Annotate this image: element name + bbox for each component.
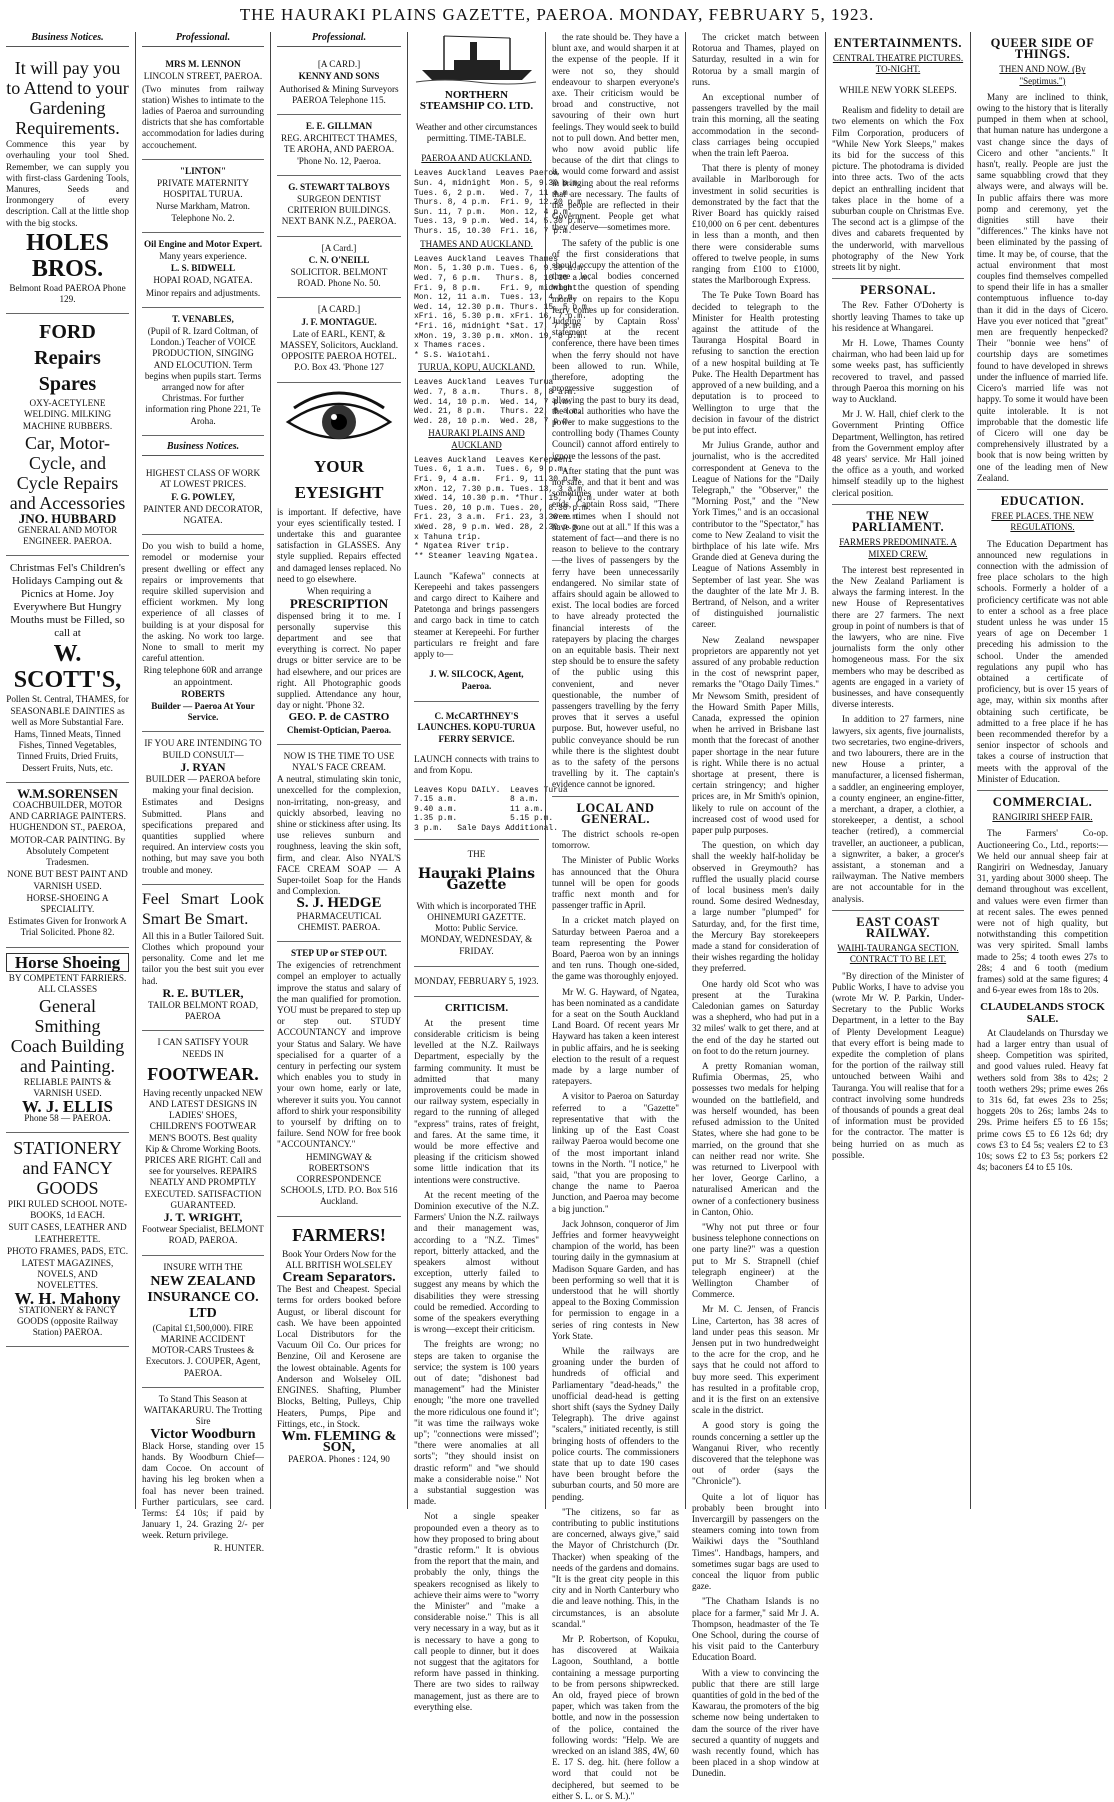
news-item: The Minister of Public Works has announced that the Ohura tunnel will be open for goods traffic next month and for passenger traffic in April.: [552, 855, 679, 911]
ad-brand: G. STEWART TALBOYS: [288, 181, 390, 192]
ad-address: LINCOLN STREET, PAEROA.: [143, 71, 263, 82]
ad-text: A neutral, stimulating skin tonic, unexcelled for the complexion, non-irritating, non-greasy, and quickly absorbed, leaving no shine or stickiness after using. Its use relieves sunburn and roughness, leaving the skin soft, firm, and clear. Also NYAL'S FACE CREAM SOAP — A Super-toilet Soap for the Hands and Complexion.: [277, 774, 401, 897]
ad-mahony: [6, 1133, 129, 1347]
article-subheading: FARMERS PREDOMINATE. A MIXED CREW.: [839, 537, 957, 559]
news-item: The Te Puke Town Board has decided to telegraph to the Minister for Health protesting against the attitude of the Tauranga Hospital Board in refusing to sanction the erection of a new hospital building at Te Puke. The Health Department has approved of a new building, and a deputation is to proceed to Wellington to urge that the decision in favour of the district be put into effect.: [692, 290, 819, 435]
news-item: Mr W. G. Hayward, of Ngatea, has been nominated as a candidate for a seat on the South Auckland Land Board. Of recent years Mr Hayward has taken a keen interest in public affairs, and he is seeking election to the result of a request made by a large number of ratepayers.: [552, 986, 679, 1087]
ad-text: Book Your Orders Now for the ALL BRITISH WOLSELEY: [282, 1248, 396, 1270]
ad-text: MOTOR-CAR PAINTING. By Absolutely Competent Tradesmen.: [9, 834, 126, 868]
ad-headline: Oil Engine and Motor Expert.: [144, 238, 262, 249]
news-item: The question, on which day shall the weekly half-holiday be observed in Greymouth? has ruffled the usually placid course of local business men's daily round. Some desired Wednesday, a large number "plumped" for Saturday, and, for the first time, the Mercury Bay storekeepers made a stand for consideration of their wishes regarding the holiday they preferred.: [692, 840, 819, 974]
ad-subtext: Chemist-Optician, Paeroa.: [286, 724, 392, 735]
ad-headline: FARMERS!: [292, 1224, 386, 1245]
ad-text: The exigencies of retrenchment compel an employer to actually improve the status and salary of the man qualified for promotion. YOU must be prepared to step up or step out. STUDY ACCOUNTANCY and improve your Status and Salary. We have specialised for a quarter of a century in perfecting our system which enables you to study in your own home, early or late, wherever it suits you. You cannot afford to shirk your responsibility to yourself by drifting on to failure. Send NOW for free book "ACCOUNTANCY.": [277, 960, 401, 1150]
ad-text: Nurse Markham, Matron. Telephone No. 2.: [156, 201, 250, 223]
ad-brand: E. E. GILLMAN: [305, 121, 373, 132]
ad-brand: NEW ZEALAND INSURANCE CO. LTD: [147, 1273, 259, 1321]
timetable: Leaves Auckland Leaves Paeroa Sun. 4, midnight Mon. 5, 9.30 p.m. Tues. 6, 2 p.m. Wed. 7, 11 a.m. Thurs. 8, 4 p.m. Fri. 9, 12.30 p.m. Sun. 11, 7 p.m. Mon. 12, 4 p.m. Tues. 13, 9 p.m. Wed. 14, 5.30 p.m. Thurs. 15, 10.30 Fri. 16, 7 p.m.: [414, 169, 587, 236]
ad-text: is important. If defective, have your eyes scientifically tested. I undertake this and guarantee satisfaction in GLASSES. Any style supplied. Repairs effected and damaged lenses replaced. No need to go elsewhere.: [277, 506, 401, 584]
news-item: An exceptional number of passengers travelled by the mail train this morning, all the seating accommodation in the second-class carriages being occupied when the train left Paeroa.: [692, 92, 819, 159]
ad-brand: W.M.SORENSEN: [17, 785, 118, 801]
news-item: Mr J. W. Hall, chief clerk to the Government Printing Office Department, Wellington, has retired from the Government employ after 48 years' service. Mr Hall joined the office as a youth, and worked himself steadily up to the highest clerical position.: [832, 409, 964, 498]
news-item: Mr P. Robertson, of Kopuku, has discovered at Waikaia Lagoon, Southland, a bottle containing a message purporting to be from persons shipwrecked. An old, frayed piece of brown paper, which was taken from the bottle, and now in the possession of the police, contained the following words: "Help. We are wrecked on an island 38S, 4W, 60 E. 17 S. deg. hit. (here follow a word that could not be deciphered, but seemed to be either S. L. or S. M.).": [552, 1634, 679, 1801]
ad-subtext: PHARMACEUTICAL CHEMIST. PAEROA.: [296, 910, 382, 932]
column-local-general: [545, 32, 685, 1801]
ad-text: RELIABLE PAINTS & VARNISH USED.: [23, 1077, 112, 1099]
news-item: Jack Johnson, conqueror of Jim Jeffries and former heavyweight champion of the world, has been touring daily in the gymnasium at Madison Square Garden, and has been performing so well that it is understood that he will shortly appeal to the Boxing Commission for permission to engage in a series of ring contests in New York State.: [552, 1218, 679, 1341]
ad-subtext: PAINTER AND DECORATOR, NGATEA.: [143, 503, 263, 525]
article-subheading: RANGIRIRI SHEEP FAIR.: [992, 812, 1093, 823]
timetable-heading: THAMES AND AUCKLAND.: [420, 238, 533, 249]
ad-headline: Car, Motor-Cycle, and Cycle Repairs and Accessories: [9, 432, 126, 513]
ad-oneill: [277, 237, 401, 299]
column-professional-2: [270, 32, 407, 1509]
article-paragraph: the rate should be. They have a blunt axe, and would sharpen it at the expense of the people. If it were not so, they should endeavour to sharpen everyone's axe. Their criticism would be broad and constructive, not savouring of their own hurt feelings. They would seek to build not to pull down. And better men, who now avoid public life because of the dirt that clings to it, would come forward and assist in bringing about the real reforms that are necessary. The faults of the people are reflected in their Government. People get what they deserve—sometimes more.: [552, 32, 679, 233]
ad-headline: It will pay you to Attend to your Gardening Requirements.: [6, 58, 129, 139]
ad-text: (Pupil of R. Izard Coltman, of London.) Teacher of VOICE PRODUCTION, SINGING AND ELOCUTION. Term begins when pupils start. Terms arranged now for after Christmas. For further information ring Phone 221, Te Aroha.: [144, 326, 262, 426]
ad-headline: STATIONERY and FANCY GOODS: [13, 1137, 122, 1198]
timetable-heading: TURUA, KOPU, AUCKLAND.: [418, 362, 535, 373]
news-item: One hardy old Scot who was present at the Turakina Caledonian games on Saturday was a shepherd, who had put in a 32 miles' walk to get there, and at the end of the day he started out on foot to do the return journey.: [692, 978, 819, 1056]
ad-lennon: [142, 53, 264, 160]
column-entertainments: [825, 32, 970, 1509]
ad-card: [A CARD.]: [317, 59, 361, 70]
ad-brand: J. RYAN: [180, 759, 226, 774]
ad-text: NONE BUT BEST PAINT AND VARNISH USED.: [7, 869, 128, 891]
ad-hedge: [277, 745, 401, 942]
ad-subtext: PRIVATE MATERNITY HOSPITAL TURUA.: [157, 178, 249, 200]
section-heading: Professional.: [142, 32, 264, 47]
ad-brand: FORD Repairs Spares: [34, 321, 101, 396]
article-paragraph: After stating that the punt was not safe, and that it bent and was sometimes under water at both ends, Captain Ross said, "There were times when I should not have gone out at all." If this was a statement of fact—and there is no reason to believe to the contrary—the lives of passengers by the ferry have been unnecessarily endangered. No similar state of affairs should again be allowed to exist. The local bodies are forced to have already protected the financial interests of the ratepayers by placing the charges on an equitable basis. Their next step should be to ensure the safety of the public using this convenient, and never questionable, the number of passengers travelling by the ferry proves that it serves a useful purpose. But, however useful, no public conveyance should be run while there is the slightest doubt as to the safety of the persons travelling by it. The captain's evidence cannot be ignored.: [552, 465, 679, 790]
section-heading: Business Notices.: [6, 32, 129, 47]
ad-brand: C. N. O'NEILL: [308, 254, 370, 265]
ad-brand: J. T. WRIGHT,: [163, 1210, 243, 1225]
ad-ford: [6, 314, 129, 556]
gazette-subtitle: With which is incorporated THE OHINEMURI GAZETTE. Motto: Public Service. MONDAY, WEDNESDAY, & FRIDAY.: [416, 900, 537, 956]
ad-kenny: [277, 53, 401, 115]
ad-list-item: SUIT CASES, LEATHER AND LEATHERETTE.: [8, 1222, 127, 1244]
ad-brand: "LINTON": [179, 165, 227, 176]
ad-text: Authorised & Mining Surveyors PAEROA Telephone 115.: [279, 83, 399, 105]
ad-brand: T. VENABLES,: [172, 313, 234, 324]
news-item: A good story is going the rounds concerning a settler up the Wanganui River, who recently discovered that the telephone was out of order (says the "Chronicle").: [692, 1420, 819, 1487]
eye-icon: [284, 392, 394, 450]
article-subheading: CLAUDELANDS STOCK SALE.: [980, 1001, 1105, 1025]
ad-text: Having recently unpacked NEW AND LATEST DESIGNS IN LADIES' SHOES, CHILDREN'S FOOTWEAR MEN'S BOOTS. Best quality Kip & Chrome Working Boots. PRICES ARE RIGHT. Call and see for yourselves. REPAIRS NEATLY AND PROMPTLY EXECUTED. SATISFACTION GUARANTEED.: [143, 1087, 263, 1210]
ad-headline: STEP UP or STEP OUT.: [291, 947, 387, 958]
article-heading: COMMERCIAL.: [992, 795, 1093, 809]
columns: [0, 32, 1114, 1801]
column-shipping-editorial: [407, 32, 597, 1712]
article-paragraph: At Claudelands on Thursday we had a larger entry than usual of sheep. Competition was spirited, and good values ruled. Heavy fat wethers sold from 38s to 42s; 2 tooth wethers 29s; prime ewes 26s to 31s 6d, fat ewes 23s to 25s; hoggets 20s to 26s; lambs 24s to 29s. Prime heifers £5 to £6 15s; prime cows £5 to £6 12s 6d; dry cows £3 to £4 5s; vealers £2 to £3 10s; sows £2 to £3 5s; porkers £2 4s; baconers £4 to £5 10s.: [977, 1027, 1108, 1173]
ad-headline: Cream Separators.: [282, 1270, 396, 1286]
article-paragraph: In addition to 27 farmers, nine lawyers, six agents, five journalists, two secretaries, two engine-drivers, and two labourers, there are in the new House a printer, a manufacturer, a licensed fisherman, a saddler, an engineering employer, a county engineer, an engine-fitter, a merchant, a draper, a clothier, a storekeeper, a dentist, a school teacher (retired), a commercial traveller, an auctioneer, a publican, a signwriter, a baker, a grocer's assistant, a stoneman and a railwayman. The Native members are not accountable for in the analysis.: [832, 714, 964, 904]
ad-ryan: [142, 732, 264, 884]
news-item: Quite a lot of liquor has probably been brought into Invercargill by passengers on the steamers coming into town from Waikiwi days the "Southland Times". Handbags, hampers, and sometimes sugar bags are used to conceal the liquor from public gaze.: [692, 1491, 819, 1592]
ad-subtext: Pollen St. Central, THAMES, for SEASONABLE DAINTIES as well as More Substantial Fare.: [6, 694, 129, 727]
news-item: Mr Julius Grande, author and journalist, who is the accredited correspondent at Geneva to the League of Nations for the "Daily Telegraph," the "Observer," the "Morning Post," and the "New York Times," and is an occasional contributor to the "Spectator," has come to New Zealand to visit the birthplace of his late wife. Mrs Grande died at Geneva during the League of Nations Assembly in September of last year. She was the daughter of the late Mr J. B. Bertrand, of Nelson, and a writer of distinguished journalistic career.: [692, 440, 819, 630]
article-heading: PERSONAL.: [860, 283, 936, 298]
article-heading: EDUCATION.: [1000, 493, 1085, 508]
ad-headline: PRESCRIPTION: [289, 596, 389, 612]
ad-victor-woodburn: [142, 1388, 264, 1562]
news-item: While the railways are groaning under the burden of hundreds of official and Parliamentary "dead-heads," the unofficial dead-head is getting short shift (says the Sydney Daily Telegraph). The drive against "scalers," initiated recently, is still bringing hosts of offenders to the police courts. The commissioners state that up to date 190 cases have been brought before the suburban courts, and 50 more are pending.: [552, 1345, 679, 1502]
article-heading: THE NEW PARLIAMENT.: [851, 508, 945, 535]
article-paragraph: Realism and fidelity to detail are two elements on which the Fox Film Corporation, producers of "While New York Sleeps," makes its bid for the success of this picture. The photodrama is divided into three acts. Two of the acts depict an enthralling incident that takes place in the home of a suburban couple on Christmas Eve. The second act is a glimpse of the dives and cabarets frequented by the underworld, with marvellous photography of the New York streets lit by night.: [832, 105, 964, 273]
ad-signature: R. HUNTER.: [213, 1542, 264, 1553]
ad-text: Christmas Fel's Children's Holidays Camping out & Picnics at Home. Joy Everywhere But Hungry Mouths must be Filled, so call at: [9, 562, 126, 640]
ad-headline: YOUR EYESIGHT: [294, 456, 384, 502]
ad-subtext: COACHBUILDER, MOTOR AND CARRIAGE PAINTERS. HUGHENDON ST., PAEROA,: [9, 800, 126, 833]
ad-brand: W. J. ELLIS: [21, 1096, 114, 1116]
article-paragraph: Not a single speaker propounded even a theory as to how they proposed to bring about "drastic reform." It is obvious from the report that the main, and probably the only, things the speakers recognised as likely to achieve their aims were to "worry the Minister" and "make a considerable noise." This is all very necessary in a way, but as it is necessary to have a gong to call people to dinner, but it does not suggest that the agitators for reform have passed in thinking. There are two sides to railway management, just as there are to everything else.: [414, 1511, 539, 1712]
ad-phone: Phone 58 — PAEROA.: [24, 1112, 111, 1123]
article-subheading: WAIHI-TAURANGA SECTION. CONTRACT TO BE LET.: [837, 943, 959, 965]
ad-fleming: [277, 1217, 401, 1474]
column-queer-side: [970, 32, 1114, 1509]
ad-list-item: PHOTO FRAMES, PADS, ETC.: [6, 1245, 128, 1256]
ad-text: Do you wish to build a home, remodel or modernise your present dwelling or effect any repairs or improvements that require skilled supervision and efficient workmen. My long experience of all classes of building is at your disposal for the asking. No work too large. None to small to merit my careful attention.: [142, 541, 264, 664]
ad-subtext: Builder — Paeroa At Your Service.: [151, 700, 255, 723]
article-subheading: CENTRAL THEATRE PICTURES. TO-NIGHT.: [832, 53, 964, 75]
masthead: THE HAURAKI PLAINS GAZETTE, PAEROA. MONDAY, FEBRUARY 5, 1923.: [239, 5, 875, 24]
news-item: In a cricket match played on Saturday between Paeroa and a team representing the Power Board, Paeroa won by an innings and ten runs. Though one-sided, the game was thoroughly enjoyed.: [552, 915, 679, 982]
ad-ellis: [6, 948, 129, 1133]
ad-subtext: TAILOR BELMONT ROAD, PAEROA: [147, 1000, 259, 1022]
ad-headline: C. McCARTHNEY'S LAUNCHES. KOPU-TURUA FERRY SERVICE.: [417, 711, 536, 744]
ad-headline: NORTHERN STEAMSHIP CO. LTD.: [419, 89, 534, 113]
news-item: "The Chatham Islands is no place for a farmer," said Mr J. A. Thompson, headmaster of the Te One School, during the course of his visit paid to the Canterbury Education Board.: [692, 1596, 819, 1663]
timetable: Leaves Auckland Leaves Turua Wed. 7, 8 a.m. Thurs. 8, 8 a.m. Wed. 14, 10 p.m. Wed. 14, 7 p.m. Wed. 21, 8 p.m. Thurs. 22, 8 a.m. Wed. 28, 10 p.m. Wed. 28, 7 p.m.: [414, 378, 583, 426]
ad-brand: HOLES BROS.: [26, 229, 109, 282]
ad-text: Launch "Kafewa" connects at Kerepeehi and takes passengers and cargo direct to Kaihere and Patetonga and brings passengers and cargo back in time to catch steamer at Kerepeehi. For further particulars re freight and fare apply to—: [414, 570, 539, 659]
ad-subtext: GENERAL AND MOTOR ENGINEER. PAEROA.: [17, 525, 118, 547]
ad-text: Estimates Given for Ironwork A Trial Solicited. Phone 82.: [8, 916, 127, 938]
article-paragraph: The safety of the public is one of the first considerations that should occupy the attention of the three local bodies concerned when the question of spending money on repairs to the Kopu ferry comes up for consideration. Judging by Captain Ross' statement at the recent conference, there have been times when the ferry should not have been allowed to run. While, therefore, adopting the progressive suggestion of allowing the past to bury its dead, the local authorities who have the power to make suggestions to the controlling body (Thames County Council) cannot afford entirely to ignore the lessons of the past.: [552, 237, 679, 461]
ad-talboys: [277, 176, 401, 237]
ad-brand: L. S. BIDWELL: [170, 263, 236, 274]
ad-brand: GEO. P. de CASTRO: [288, 711, 390, 724]
ad-headline: FOOTWEAR.: [147, 1063, 259, 1084]
ad-garden: [6, 53, 129, 314]
news-item: New Zealand newspaper proprietors are apparently not yet assured of any probable reduction in the cost of newsprint paper, remarks the "Otago Daily Times." Mr Newsom Smith, president of the Howard Smith Paper Mills, Canada, expressed the opinion when he arrived in Brisbane last month that the forecast of another paper shortage in the near future is right. While there is no actual shortage at present, there is certain stringency; and higher prices are, in Mr Smith's opinion, likely to rule on account of the increased cost of wood used for paper pulp purposes.: [692, 634, 819, 836]
article-paragraph: Many are inclined to think, owing to the history that is literally pumped in them when at school, that human nature has undergone a vast change since the days of Cicero and other "ancients." It hasn't, really. People are just the same squabbling crowd that they always were, and always will be. In public affairs there was more pomp and ceremony, yet the dignities still have their "differences." The kinks have not been eliminated by the passing of time. It may be, of course, that the actual environment that most couples find themselves compelled to spend their life in has a smaller contemptuous influence to-day than it did in the days of Cicero. Have you ever noticed that "great" men are frequently henpecked? Their "bonnie wee hens" of courtship days are sometimes found to have developed in shrews under the influence of married life. Cicero's married life was not happy. To some it would have been quite intolerable. It is not improbable that the domestic life of Cicero will one day be comprehensively illustrated by a book that is now being written by one of the leading men of New Zealand.: [977, 91, 1108, 483]
timetable: Leaves Kopu DAILY. Leaves Turua 7.15 a.m. 8 a.m. 9.40 a.m. 11 a.m. 1.35 p.m. 5.15 p.m. 3 p.m. Sale Days Additional.: [414, 785, 568, 833]
ad-text: To Stand This Season at WAITAKARURU. The Trotting Sire: [143, 1393, 263, 1427]
steamship-icon: [414, 34, 539, 84]
ad-castro: [277, 383, 401, 745]
news-item: "The citizens, so far as contributing to public institutions are concerned, always give," said the Mayor of Christchurch (Dr. Thacker) when speaking of the needs of the gardens and domains. "It is the great city people in this city and in North Canterbury who die and leave nothing. This, in the circumstances, is an absolute scandal.": [552, 1506, 679, 1629]
ad-text: HORSE-SHOEING A SPECIALITY.: [26, 892, 109, 914]
ad-text: LAUNCH connects with trains to and from Kopu.: [414, 753, 539, 776]
article-paragraph: At the recent meeting of the Dominion executive of the N.Z. Farmers' Union the N.Z. railways and their management was, according to a "N.Z. Times" report, bitterly attacked, and the speakers almost without exception, utterly failed to suggest any means by which the disabilities they were stressing could be remedied. According to some of the speakers everything is wrong—except their criticism.: [414, 1189, 539, 1335]
ad-brand: Wm. FLEMING & SON,: [281, 1428, 397, 1456]
ad-list-item: PIKI RULED SCHOOL NOTE-BOOKS, 1d EACH.: [7, 1198, 128, 1221]
ad-card: [A CARD.]: [317, 304, 361, 315]
ad-venables: [142, 308, 264, 436]
ad-brand: KENNY AND SONS: [298, 71, 380, 82]
news-item: A pretty Romanian woman, Rufimia Obermas, 25, who possesses two medals for helping wounded on the battlefield, and was herself wounded, has been refused admission to the United States, where she had gone to be married, on the ground that she can neither read nor write. She was returned to Liverpool with her lover, George Carlino, a naturalised American and the owner of a confectionery business in Canton, Ohio.: [692, 1061, 819, 1217]
ad-text: Commence this year by overhauling your tool Shed. Remember, we can supply you with first-class Gardening Tools, Manures, Seeds and Ironmongery of every description. Call at the little shop with the big stocks.: [6, 139, 129, 228]
ad-brand: W. SCOTT'S,: [13, 641, 122, 694]
ad-text: Late of EARL, KENT, & MASSEY, Solicitors, Auckland. OPPOSITE PAEROA HOTEL. P.O. Box 43. 'Phone 127: [280, 328, 398, 373]
ad-list: Hams, Tinned Meats, Tinned Fishes, Tinned Vegetables, Tinned Fruits, Dried Fruits, Dessert Fruits, Nuts, etc.: [14, 729, 121, 773]
ad-text: I CAN SATISFY YOUR NEEDS IN: [157, 1037, 249, 1059]
ad-linton: [142, 160, 264, 233]
ad-text: Many years experience.: [159, 251, 247, 262]
timetable: Leaves Auckland Leaves Kerepeehi Tues. 6, 1 a.m. Tues. 6, 9 p.m. Fri. 9, 4 a.m. Fri. 9, 11.30 p.m. xMon. 12, 7.30 p.m. Tues. 13, 3 a.m. xWed. 14, 10.30 p.m. *Thur. 15, 7 p.m. Tues. 20, 10 p.m. Tues. 20, 8.30 p.m. Fri. 23, 3 a.m. Fri. 23, 3.30 a.m. xWed. 28, 9 p.m. Wed. 28, 2.30 p.m. x Tahuna trip. * Ngatea River trip. ** Steamer leaving Ngatea.: [414, 455, 597, 561]
ad-text: dispensed bring it to me. I personally supervise this department and see that everything is correct. No paper drugs or bitter service are to be had elsewhere, and our prices are right. All Photographic goods supplied. Attendance any hour, day or night. 'Phone 32.: [277, 610, 401, 711]
section-heading: Professional.: [277, 32, 401, 47]
ad-brand: MRS M. LENNON: [165, 59, 241, 70]
ad-text: Ring telephone 60R and arrange an appointment.: [143, 665, 263, 687]
article-paragraph: The Education Department has announced new regulations in connection with the admission of free place scholars to the high schools. Formerly a holder of a proficiency certificate was not able to enter a school as a free place student unless he was under 15 years of age on December 1 preceding his admission to the school. Under the amended regulations any pupil who has obtained a certificate of proficiency, but is over 15 years of age, may, within six months after obtaining such certificate, be admitted to a free place if he has been recommended therefor by a senior inspector of schools and takes a course of instruction that meets with the approval of the Minister of Education.: [977, 538, 1108, 784]
news-item: A visitor to Paeroa on Saturday referred to a "Gazette" representative that with the linking up of the East Coast railway Paeroa would become one of the most important inland towns in the North. "I notice," he said, "that you are proposing to change the name to Paeroa Junction, and Paeroa may become a big junction.": [552, 1091, 679, 1214]
article-subheading: THEN AND NOW. (By "Septimus."): [999, 64, 1086, 86]
ad-text: SURGEON DENTIST CRITERION BUILDINGS. NEXT BANK N.Z., PAEROA.: [281, 194, 397, 227]
ad-address: Belmont Road PAEROA Phone 129.: [9, 282, 126, 305]
ad-text: REG. ARCHITECT THAMES, TE AROHA, AND PAEROA. 'Phone No. 12, Paeroa.: [280, 133, 398, 166]
timetable: Leaves Auckland Leaves Thames Mon. 5, 1.30 p.m. Tues. 6, 9.30 a.m. Wed. 7, 6 p.m. Thurs. 8, 10.30 a.m. Fri. 9, 8 p.m. Fri. 9, midnight Mon. 12, 11 a.m. Tues. 13, 4 p.m. Wed. 14, 12.30 p.m. Thurs. 15, 5 p.m. xFri. 16, 5.30 p.m. xFri. 16, 7 p.m. *Fri. 16, midnight *Sat. 17, 7 p.m. xMon. 19, 3.30 p.m. xMon. 19, 8 p.m. x Thames races. * S.S. Waiotahi.: [414, 254, 592, 360]
ad-brand: W. H. Mahony: [14, 1288, 121, 1308]
ad-headline: NOW IS THE TIME TO USE NYAL'S FACE CREAM.: [283, 750, 395, 772]
ad-card: [A Card.]: [321, 242, 357, 253]
ad-subtext: Footwear Specialist, BELMONT ROAD, PAEROA.: [142, 1224, 264, 1246]
article-heading: QUEER SIDE OF THINGS.: [990, 36, 1095, 62]
news-item: Mr H. Lowe, Thames County chairman, who had been laid up for some weeks past, has sufficiently recovered to travel, and passed through Paeroa this morning on his way to Auckland.: [832, 338, 964, 405]
ad-subtext: STATIONERY & FANCY GOODS (opposite Railway Station) PAEROA.: [16, 1304, 119, 1338]
news-item: Mr M. C. Jensen, of Francis Line, Carterton, has 38 acres of land under peas this season. Mr Jensen put in two hundredweight to the acre for the crop, and he says that he could not afford to buy more seed. This experiment has resulted in a profitable crop, and it is the first on an extensive scale in the district.: [692, 1304, 819, 1416]
ad-wright: [142, 1031, 264, 1255]
ad-butler: [142, 885, 264, 1032]
ad-text: SOLICITOR. BELMONT ROAD. Phone No. 50.: [290, 267, 388, 289]
ad-sorensen: [6, 783, 129, 948]
news-item: The district schools re-open tomorrow.: [552, 829, 679, 851]
ad-text: (Two minutes from railway station) Wishes to intimate to the ladies of Paeroa and surrounding districts that she has comfortable accommodation for ladies during accouchement.: [142, 83, 264, 150]
ad-insurance: [142, 1256, 264, 1388]
article-heading: LOCAL AND GENERAL.: [576, 800, 655, 826]
ad-text: Estimates and Designs Submitted. Plans and specifications prepared and quantities supplied where required. An interview costs you nothing, but may save you both trouble and money.: [142, 797, 264, 875]
ad-headline: Feel Smart Look Smart Be Smart.: [142, 890, 264, 928]
ad-subtext: PAEROA. Phones : 124, 90: [288, 1454, 390, 1465]
column-news-items: [685, 32, 825, 1779]
section-heading: Business Notices.: [142, 441, 264, 456]
ad-text: (Capital £1,500,000). FIRE MARINE ACCIDENT MOTOR-CARS Trustees & Executors. J. COUPER, Agent, PAEROA.: [145, 1322, 261, 1378]
ad-roberts: [142, 535, 264, 732]
article-paragraph: At the present time considerable criticism is being levelled at the N.Z. Railways Department, especially by the farming community. It must be admitted that many improvements could be made in our railway system, especially in regard to the running of alleged "express" trains, rates of freight, and fares. At the same time, it would be more effective and pleasing if the criticism showed some little indication that its intentions were constructive.: [414, 1017, 539, 1185]
column-business-notices: [0, 32, 135, 1509]
ad-text: Minor repairs and adjustments.: [145, 287, 261, 298]
ad-montague: [277, 298, 401, 382]
ad-text: IF YOU ARE INTENDING TO BUILD CONSULT—: [144, 738, 262, 760]
ad-subtext: BY COMPETENT FARRIERS. ALL CLASSES: [8, 972, 127, 994]
news-item: That there is plenty of money available in Marlborough for investment in solid securities is demonstrated by the fact that the River Board has quickly raised £10,000 on 6 per cent. debentures in less than a month, and then there were considerable sums offered to twelve people, in sums ranging from £100 to £1000, states the Marlborough Express.: [692, 163, 819, 286]
ad-text: When requiring a: [306, 586, 372, 597]
article-heading: CRITICISM.: [444, 1002, 509, 1015]
ad-brand: F. G. POWLEY,: [171, 491, 235, 502]
ad-headline: Coach Building and Painting.: [10, 1036, 125, 1077]
ad-gillman: [277, 115, 401, 176]
timetable-heading: HAURAKI PLAINS AND AUCKLAND: [428, 428, 525, 450]
timetable-heading: PAEROA AND AUCKLAND.: [421, 153, 532, 164]
news-item: The cricket match between Rotorua and Thames, played on Saturday, resulted in a win for Rotorua by a small margin of runs.: [692, 32, 819, 87]
ad-text: INSURE WITH THE: [163, 1261, 243, 1272]
news-item: With a view to convincing the public that there are still large quantities of gold in the bed of the Kawarau, the promoters of the big scheme now being undertaken to dam the source of the river have secured a quantity of nuggets and wash recently found, which has been placed in a shop window at Dunedin.: [692, 1667, 819, 1779]
ad-scott: [6, 556, 129, 782]
article-subheading: FREE PLACES. THE NEW REGULATIONS.: [991, 511, 1094, 533]
article-paragraph: The interest best represented in the New Zealand Parliament is always the farming interest. In the new House of Representatives there are 27 farmers. The next group in point of numbers is that of the lawyers, who are nine. Five journalists form the only other homogeneous mass. For the six members who may be described as agents are engaged in a variety of businesses, and have consequently diverse interests.: [832, 564, 964, 710]
article-paragraph: The freights are wrong; no steps are taken to organise the service; the system is 100 years out of date; "dishonest bad management" had the Minister enough; "the more one travelled the more ridiculous one found it"; "it was time the railways woke up"; "connections were missed"; "there were anomalies at all sorts"; "they should insist on drastic reform" and "we should make a considerable noise." Not a substantial suggestion was made.: [414, 1339, 539, 1507]
ad-brand: R. E. BUTLER,: [162, 985, 244, 1000]
ad-brand: Victor Woodburn: [150, 1426, 256, 1442]
article-heading: ENTERTAINMENTS.: [833, 36, 963, 50]
ad-text: Weather and other circumstances permitting. TIME-TABLE.: [415, 121, 538, 143]
ad-text: The Best and Cheapest. Special terms for orders booked before August, or liberal discount for cash. We have been appointed Local Distributors for the Vacuum Oil Co. Our prices for Benzine, Oil and Kerosene are the lowest obtainable. Agents for Anderson and Wolseley OIL ENGINES. Shafting, Plumber Blocks, Belting, Pulleys, Chip Heaters, Pumps, Pipe and Fittings, etc., in Stock.: [277, 1284, 401, 1429]
column-professional: [135, 32, 270, 1553]
ad-brand: JNO. HUBBARD: [18, 510, 117, 526]
ad-powley: [142, 462, 264, 535]
ad-subtext: HOPAI ROAD, NGATEA.: [153, 275, 253, 286]
article-heading: EAST COAST RAILWAY.: [856, 914, 940, 940]
article-paragraph: "By direction of the Minister of Public Works, I have to advise you (wrote Mr W. P. Parkin, Under-Secretary to the Public Works Department, in a letter to the Bay of Plenty Development League) that every effort is being made to expedite the completion of plans for the portion of the railway still untouched between Waihi and Tauranga. You will realise that for a contract involving some hundreds of thousands of pounds a great deal of information must be provided for the contractor. The matter is being hurried on as much as possible.: [832, 970, 964, 1160]
ad-brand: J. F. MONTAGUE.: [301, 316, 377, 327]
gazette-date: MONDAY, FEBRUARY 5, 1923.: [414, 976, 539, 987]
ad-brand: Horse Shoeing: [6, 953, 129, 972]
ad-subtext: BUILDER — PAEROA before making your final decision.: [145, 773, 261, 796]
ad-text: All this in a Butler Tailored Suit. Clothes which propound your personality. Come and let me tailor you the best suit you ever had.: [142, 930, 264, 986]
ad-brand: S. J. HEDGE: [296, 895, 382, 912]
ad-accountancy: [277, 942, 401, 1217]
ad-headline: HIGHEST CLASS OF WORK AT LOWEST PRICES.: [145, 468, 261, 490]
gazette-title: Hauraki Plains Gazette: [417, 866, 536, 894]
gazette-the: THE: [467, 848, 486, 859]
article-subheading: WHILE NEW YORK SLEEPS.: [839, 84, 957, 95]
ad-headline: General Smithing: [34, 996, 101, 1037]
ad-brand: HEMINGWAY & ROBERTSON'S CORRESPONDENCE SCHOOLS, LTD. P.O. Box 516 Auckland.: [280, 1151, 398, 1207]
ad-brand: ROBERTS: [181, 688, 225, 699]
ad-list-item: LATEST MAGAZINES, NOVELS, AND NOVELETTES.: [21, 1257, 114, 1291]
article-paragraph: The Farmers' Co-op. Auctioneering Co., Ltd., reports:— We held our annual sheep fair at Rangiriri on Wednesday, January 31, yarding about 3000 sheep. The demand throughout was excellent, and values were even firmer than at recent sales. The ewes penned were not of high quality, but notwithstanding this competition was very spirited. Small lambs made to 25s; 4 tooth ewes 27s to 28s; 4 and 6 tooth (medium frames) sold at the same figures; 4 and 6-year ewes from 18s to 20s.: [977, 828, 1108, 996]
ad-text: OXY-ACETYLENE WELDING. MILKING MACHINE RUBBERS.: [22, 398, 113, 431]
ad-bidwell: [142, 233, 264, 308]
news-item: "Why not put three or four business telephone connections on one party line?" was a question put to Mr S. Strapnell (chief telegraph engineer) at the Wellington Chamber of Commerce.: [692, 1221, 819, 1300]
ad-text: Black Horse, standing over 15 hands. By Woodburn Chief—dam Cocoe. On account of having his leg broken when a foal has never been trained. Further particulars, see card. Terms: £4 10s; if paid by January 1, 24. Grazing 2/- per week. Return privilege.: [142, 1440, 264, 1541]
news-item: The Rev. Father O'Doherty is shortly leaving Thames to take up his residence at Whangarei.: [832, 300, 964, 333]
ad-brand: J. W. SILCOCK, Agent, Paeroa.: [429, 669, 524, 691]
